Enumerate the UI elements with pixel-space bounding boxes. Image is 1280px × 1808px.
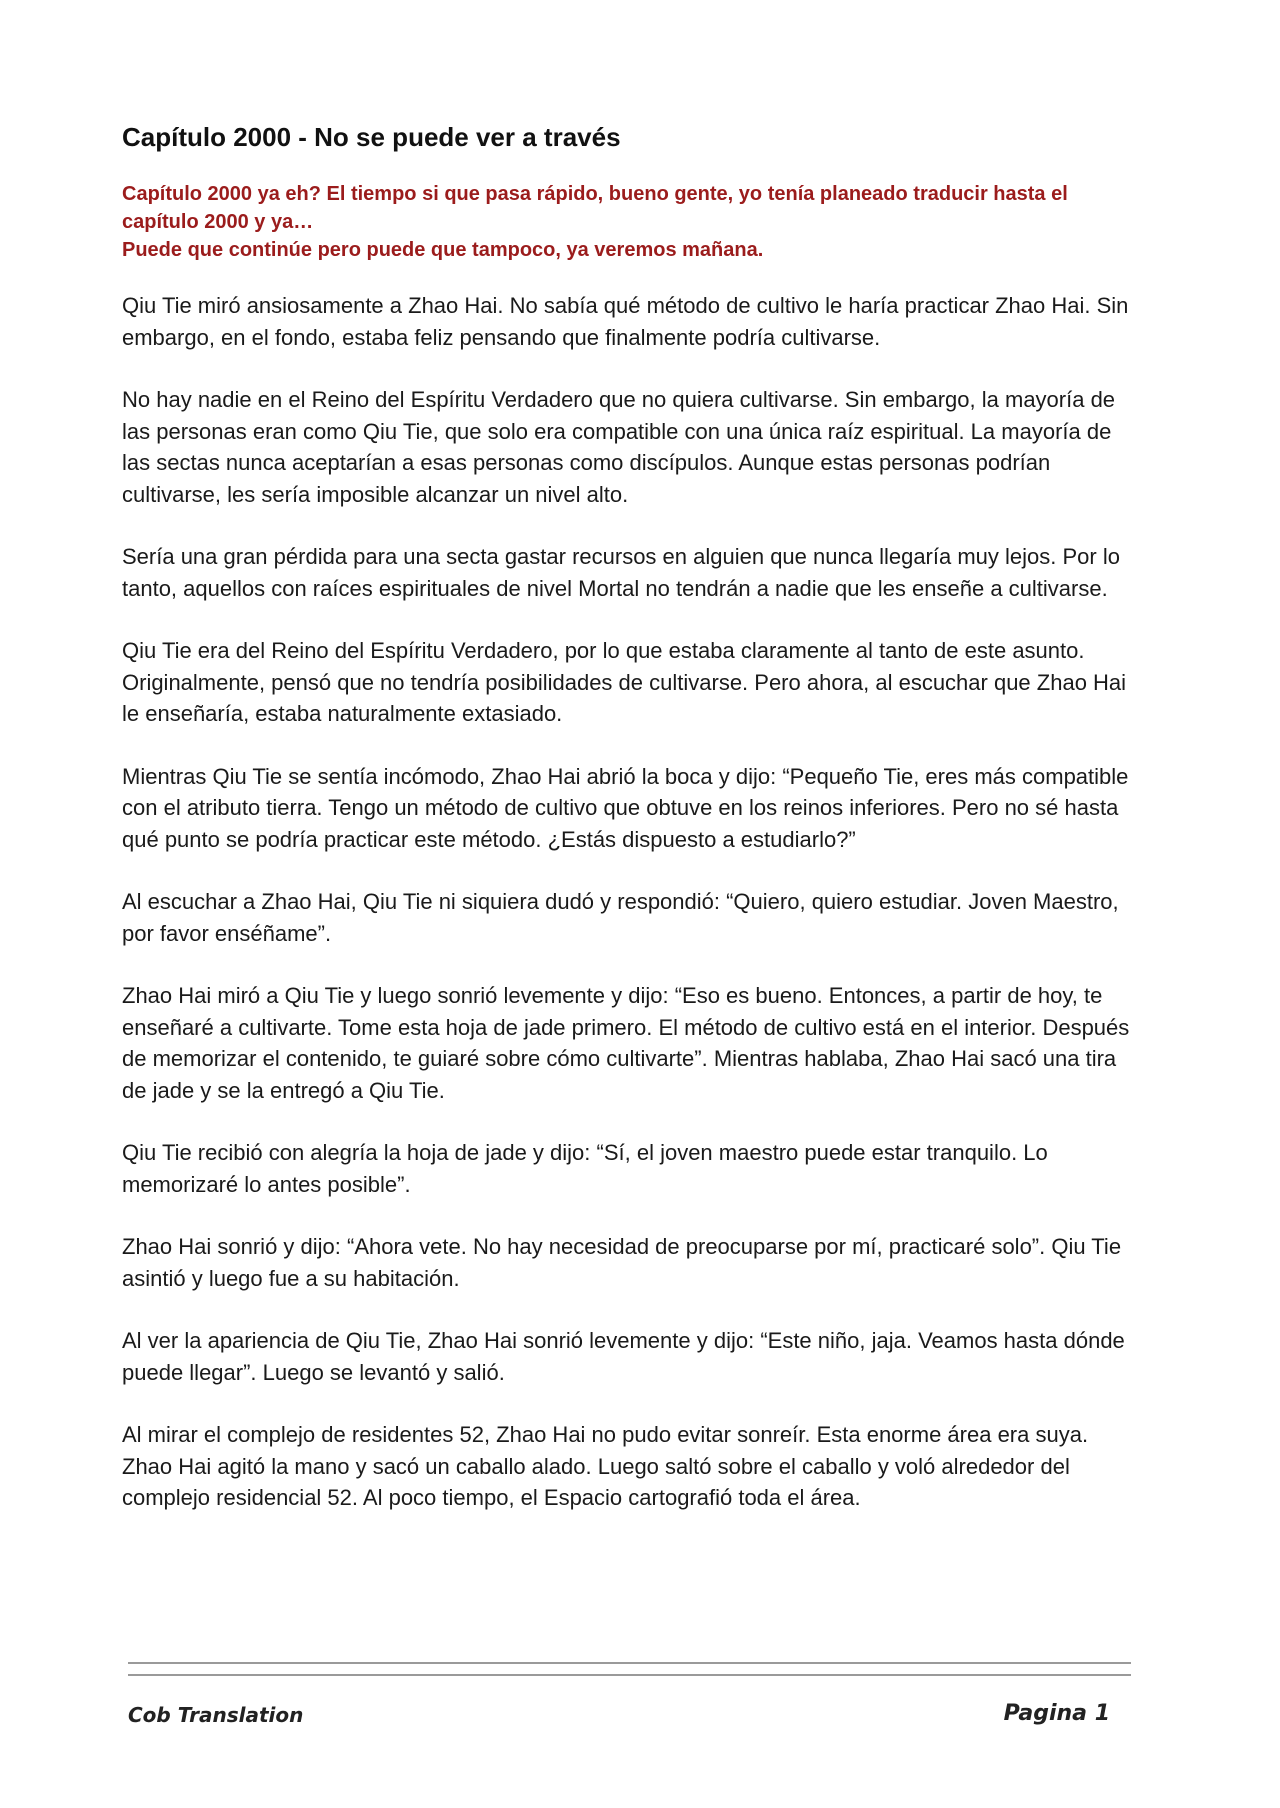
body-paragraph: Al escuchar a Zhao Hai, Qiu Tie ni siquiera dudó y respondió: “Quiero, quiero estudiar. Joven Maestro, por favor enséñame”.: [122, 889, 1119, 946]
body-paragraph: Qiu Tie miró ansiosamente a Zhao Hai. No sabía qué método de cultivo le haría practicar Zhao Hai. Sin embargo, en el fondo, estaba feliz pensando que finalmente podría cultivarse.: [122, 293, 1129, 350]
body-paragraph: Qiu Tie era del Reino del Espíritu Verdadero, por lo que estaba claramente al tanto de este asunto. Originalmente, pensó que no tendría posibilidades de cultivarse. Pero ahora, al escuchar que Zhao Hai le enseñaría, estaba naturalmente extasiado.: [122, 638, 1127, 726]
translator-note-line: Capítulo 2000 ya eh? El tiempo si que pasa rápido, bueno gente, yo tenía planeado traducir hasta el capítulo 2000 y ya…: [122, 183, 1068, 233]
footer-divider: [128, 1674, 1131, 1676]
page-content: [122, 120, 1142, 1545]
body-paragraph: Zhao Hai miró a Qiu Tie y luego sonrió levemente y dijo: “Eso es bueno. Entonces, a partir de hoy, te enseñaré a cultivarte. Tome esta hoja de jade primero. El método de cultivo está en el interior. Después de memorizar el contenido, te guiaré sobre cómo cultivarte”. Mientras hablaba, Zhao Hai sacó una tira de jade y se la entregó a Qiu Tie.: [122, 983, 1130, 1103]
translator-note-line: Puede que continúe pero puede que tampoco, ya veremos mañana.: [122, 239, 764, 261]
body-paragraph: Al ver la apariencia de Qiu Tie, Zhao Hai sonrió levemente y dijo: “Este niño, jaja. Veamos hasta dónde puede llegar”. Luego se levantó y salió.: [122, 1328, 1125, 1385]
footer-page-number: Pagina 1: [1003, 1701, 1110, 1726]
body-paragraph: No hay nadie en el Reino del Espíritu Verdadero que no quiera cultivarse. Sin embargo, la mayoría de las personas eran como Qiu Tie, que solo era compatible con una única raíz espiritual. La mayoría de las sectas nunca aceptarían a esas personas como discípulos. Aunque estas personas podrían cultivarse, les sería imposible alcanzar un nivel alto.: [122, 387, 1116, 507]
footer-divider: [128, 1662, 1131, 1664]
body-paragraph: Al mirar el complejo de residentes 52, Zhao Hai no pudo evitar sonreír. Esta enorme área era suya. Zhao Hai agitó la mano y sacó un caballo alado. Luego saltó sobre el caballo y voló alrededor del complejo residencial 52. Al poco tiempo, el Espacio cartografió toda el área.: [122, 1422, 1089, 1510]
footer-translator-credit: Cob Translation: [128, 1703, 304, 1727]
body-paragraph: Sería una gran pérdida para una secta gastar recursos en alguien que nunca llegaría muy lejos. Por lo tanto, aquellos con raíces espirituales de nivel Mortal no tendrán a nadie que les enseñe a cultivarse.: [122, 544, 1120, 601]
translator-note: [122, 180, 1142, 264]
body-paragraph: Mientras Qiu Tie se sentía incómodo, Zhao Hai abrió la boca y dijo: “Pequeño Tie, eres más compatible con el atributo tierra. Tengo un método de cultivo que obtuve en los reinos inferiores. Pero no sé hasta qué punto se podría practicar este método. ¿Estás dispuesto a estudiarlo?”: [122, 763, 1129, 852]
body-paragraph: Zhao Hai sonrió y dijo: “Ahora vete. No hay necesidad de preocuparse por mí, practicaré solo”. Qiu Tie asintió y luego fue a su habitación.: [122, 1234, 1122, 1291]
chapter-title: Capítulo 2000 - No se puede ver a través: [122, 122, 621, 152]
body-paragraph: Qiu Tie recibió con alegría la hoja de jade y dijo: “Sí, el joven maestro puede estar tranquilo. Lo memorizaré lo antes posible”.: [122, 1140, 1048, 1197]
